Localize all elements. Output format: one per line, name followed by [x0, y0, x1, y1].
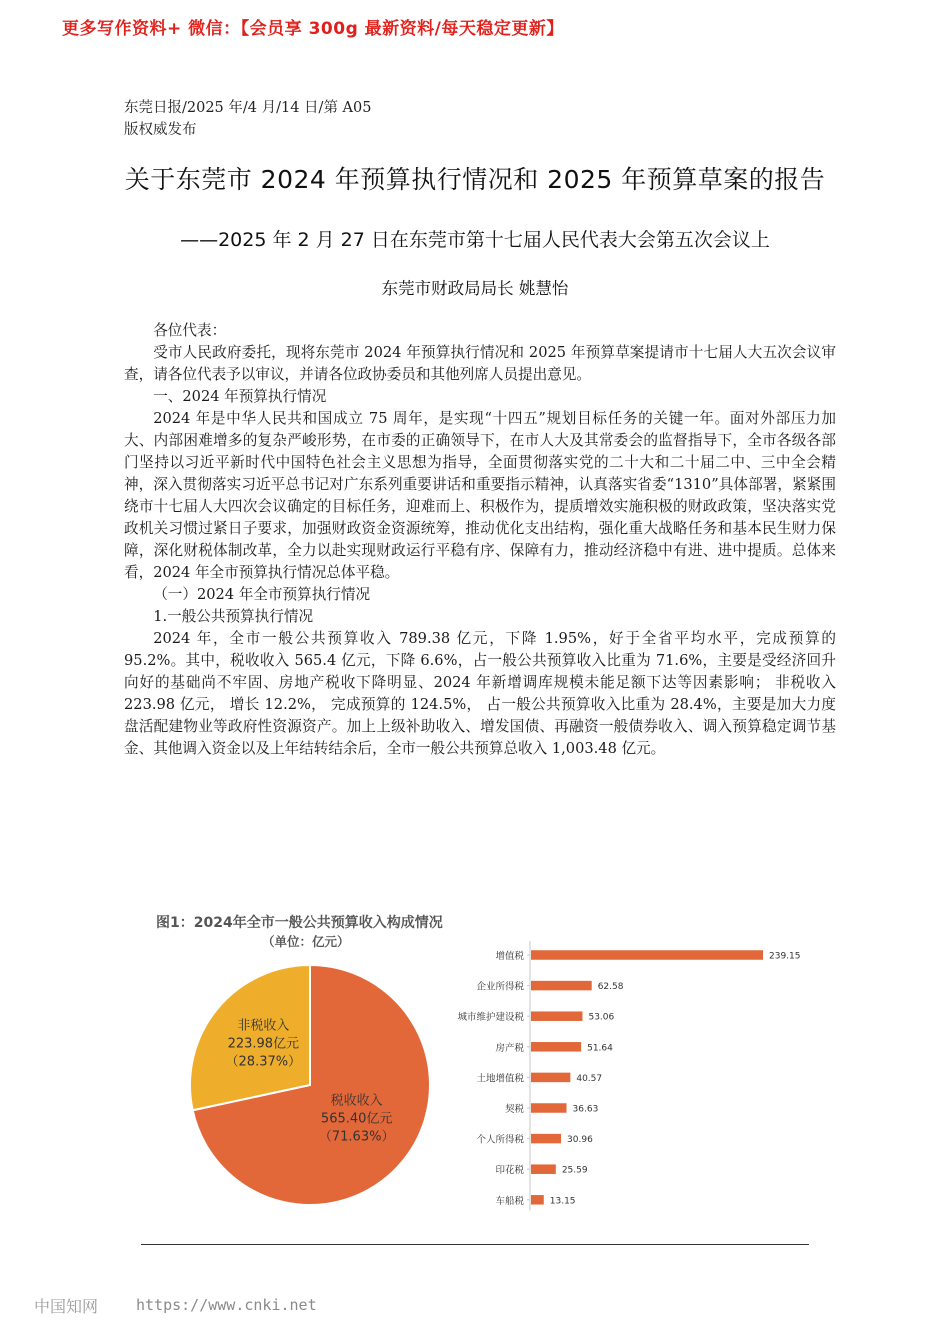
pie-label: 565.40亿元 [320, 1111, 393, 1127]
bar-value-label: 40.57 [576, 1073, 603, 1084]
bar-value-label: 30.96 [567, 1135, 593, 1146]
bar-category-label: 契税 [504, 1104, 524, 1115]
pie-label: 税收收入 [330, 1093, 383, 1109]
footer-divider [141, 1244, 809, 1245]
pie-label: 223.98亿元 [227, 1036, 300, 1052]
bar [531, 1103, 567, 1113]
pie-label: 非税收入 [237, 1018, 290, 1034]
bar [531, 1073, 570, 1083]
bar [531, 1134, 561, 1144]
bar [531, 981, 592, 991]
paragraph: 各位代表： [153, 322, 227, 339]
bar [531, 950, 763, 960]
bar-category-label: 土地增值税 [476, 1073, 524, 1085]
pie-label: （28.37%） [225, 1054, 302, 1070]
bar-category-label: 印花税 [495, 1165, 524, 1177]
section-heading: （一）2024 年全市预算执行情况 [153, 586, 371, 603]
section-heading: 1.一般公共预算执行情况 [153, 608, 314, 625]
section-heading: 一、2024 年预算执行情况 [153, 388, 327, 405]
figure-title: 图1：2024年全市一般公共预算收入构成情况 [156, 915, 443, 931]
bar-value-label: 36.63 [572, 1104, 599, 1115]
bar-category-label: 车船税 [495, 1195, 524, 1207]
bar-category-label: 增值税 [495, 951, 524, 962]
paragraph: 2024 年是中华人民共和国成立 75 周年，是实现“十四五”规划目标任务的关键一年。面对外部压力加大、内部困难增多的复杂严峻形势，在市委的正确领导下，在市人大及其常委会的监督指导下，全市各级各部门坚持以习近平新时代中国特色社会主义思想为指导，全面贯彻落实党的二十大和二十届二中、三中全会精神，深入贯彻落实习近平总书记对广东系列重要讲话和重要指示精神，认真落实省委“1310”具体部署，紧紧围绕市十七届人大四次会议确定的目标任务，迎难而上、积极作为，提质增效实施积极的财政政策，坚决落实党政机关习惯过紧日子要求，加强财政资金资源统筹，推动优化支出结构，强化重大战略任务和基本民生财力保障，深化财税体制改革，全力以赴实现财政运行平稳有序、保障有力，推动经济稳中有进、进中提质。总体来看，2024 年全市预算执行情况总体平稳。 [124, 410, 836, 581]
bar-category-label: 个人所得税 [476, 1134, 524, 1146]
report-body [124, 320, 836, 760]
paragraph: 2024 年，全市一般公共预算收入 789.38 亿元，下降 1.95%，好于全省平均水平，完成预算的 95.2%。其中，税收收入 565.4 亿元，下降 6.6%，占一般公共预算收入比重为 71.6%，主要是受经济回升向好的基础尚不牢固、房地产税收下降明显、2024 年新增调库规模未能足额下达等因素影响； 非税收入 223.98 亿元， 增长 12.2%， 完成预算的 124.5%， 占一般公共预算收入比重为 28.4%，主要是加大力度盘活配建物业等政府性资源资产。加上上级补助收入、增发国债、再融资一般债券收入、调入预算稳定调节基金、其他调入资金以及上年结转结余后，全市一般公共预算总收入 1,003.48 亿元。 [124, 630, 836, 757]
bar-value-label: 25.59 [561, 1165, 588, 1176]
report-author: 东莞市财政局局长 姚慧怡 [381, 279, 569, 298]
bar [531, 1195, 544, 1205]
footer-brand: 中国知网 [34, 1297, 99, 1316]
footer-url[interactable]: https://www.cnki.net [136, 1296, 317, 1314]
promo-banner: 更多写作资料+ 微信：【会员享 300g 最新资料/每天稳定更新】 [62, 19, 564, 39]
bar [531, 1011, 582, 1021]
bar-value-label: 51.64 [587, 1043, 613, 1054]
revenue-pie-chart [170, 945, 440, 1215]
report-title: 关于东莞市 2024 年预算执行情况和 2025 年预算草案的报告 [124, 165, 826, 194]
bar-category-label: 房产税 [495, 1042, 524, 1054]
tax-bar-chart [440, 935, 840, 1215]
source-line: 东莞日报/2025 年/4 月/14 日/第 A05 [124, 100, 372, 116]
bar-value-label: 13.15 [549, 1196, 576, 1207]
report-subtitle: ——2025 年 2 月 27 日在东莞市第十七届人民代表大会第五次会议上 [180, 229, 770, 251]
paragraph: 受市人民政府委托，现将东莞市 2024 年预算执行情况和 2025 年预算草案提请市十七届人大五次会议审查，请各位代表予以审议，并请各位政协委员和其他列席人员提出意见。 [124, 344, 836, 383]
source-note: 版权威发布 [124, 122, 197, 138]
bar-value-label: 53.06 [588, 1012, 615, 1023]
bar [531, 1164, 556, 1174]
bar [531, 1042, 581, 1052]
figure-unit: （单位：亿元） [262, 934, 350, 949]
bar-category-label: 企业所得税 [476, 981, 524, 993]
pie-label: （71.63%） [318, 1129, 395, 1145]
bar-value-label: 239.15 [769, 951, 801, 962]
bar-category-label: 城市维护建设税 [457, 1012, 524, 1024]
bar-value-label: 62.58 [597, 982, 624, 993]
